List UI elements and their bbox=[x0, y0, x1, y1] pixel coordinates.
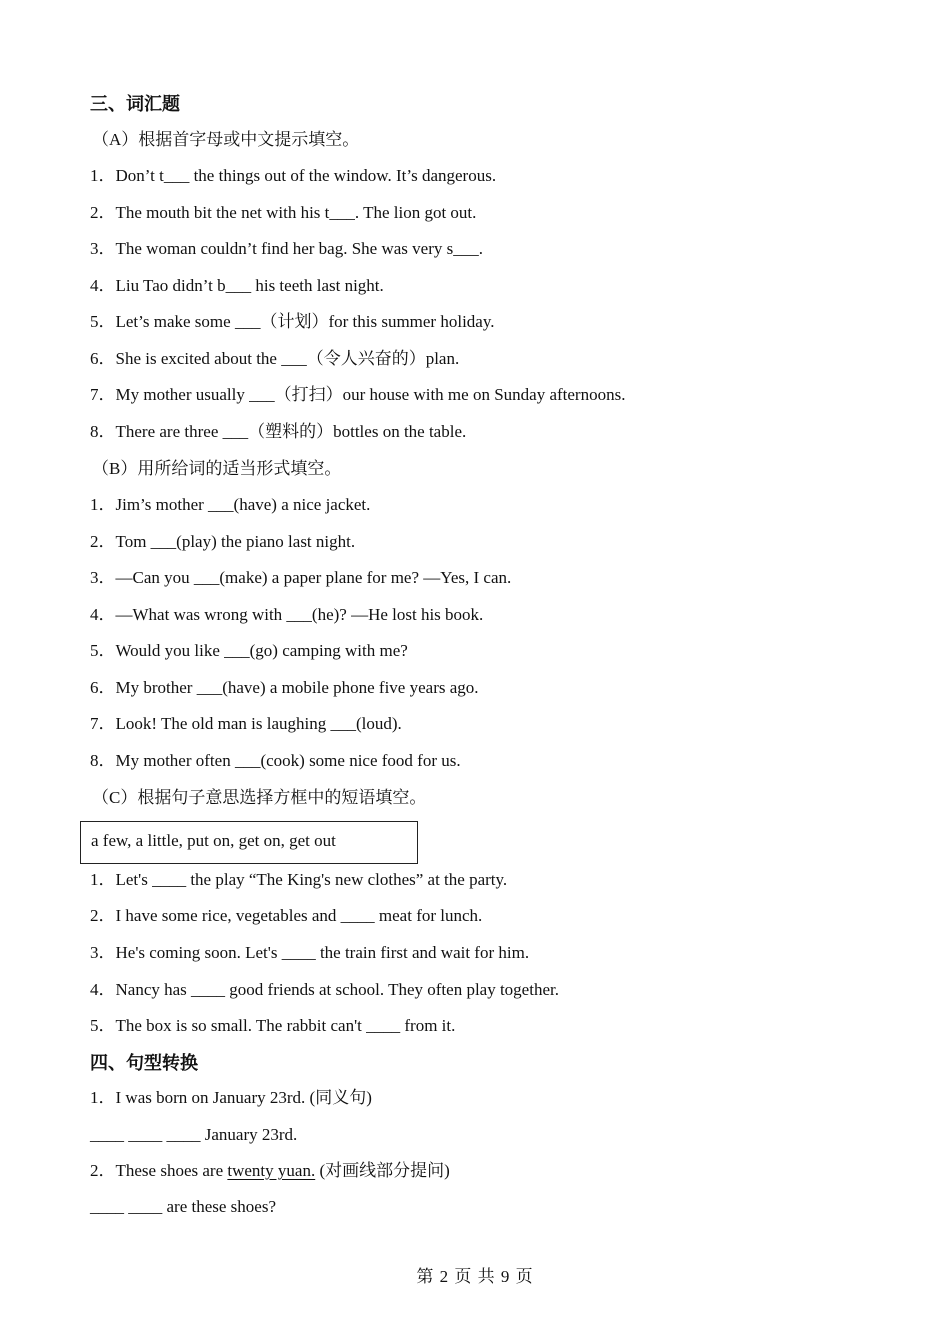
section-3-title: 三、词汇题 bbox=[90, 94, 180, 114]
question-item bbox=[90, 676, 479, 700]
question-item bbox=[90, 347, 459, 371]
question-item bbox=[90, 941, 529, 965]
question-number: 1． bbox=[90, 495, 116, 514]
question-number: 2． bbox=[90, 532, 116, 551]
question-item bbox=[90, 712, 402, 736]
question-text: The mouth bit the net with his t___. The lion got out. bbox=[115, 203, 477, 222]
question-number: 8． bbox=[90, 751, 116, 770]
question-item bbox=[90, 1014, 455, 1038]
question-item bbox=[90, 566, 511, 590]
word-box-text: a few, a little, put on, get on, get out bbox=[91, 831, 336, 850]
question-text: He's coming soon. Let's ____ the train first and wait for him. bbox=[115, 943, 530, 962]
question-text: Tom ___(play) the piano last night. bbox=[115, 532, 356, 551]
question-text: —What was wrong with ___(he)? —He lost his book. bbox=[115, 605, 484, 624]
answer-line: ____ ____ ____ January 23rd. bbox=[90, 1125, 298, 1144]
question-text: My brother ___(have) a mobile phone five years ago. bbox=[115, 678, 479, 697]
question-number: 6． bbox=[90, 678, 116, 697]
question-item bbox=[90, 639, 408, 663]
part-c-instruction: （C）根据句子意思选择方框中的短语填空。 bbox=[92, 788, 427, 807]
question-item bbox=[90, 164, 496, 188]
question-text: Liu Tao didn’t b___ his teeth last night. bbox=[115, 276, 384, 295]
question-number: 1． bbox=[90, 166, 116, 185]
question-text: Let’s make some ___（计划）for this summer holiday. bbox=[115, 312, 495, 331]
question-item bbox=[90, 1086, 372, 1110]
question-item bbox=[90, 904, 482, 928]
word-box bbox=[80, 821, 418, 864]
question-text: —Can you ___(make) a paper plane for me? —Yes, I can. bbox=[115, 568, 512, 587]
question-number: 4． bbox=[90, 980, 116, 999]
question-item bbox=[90, 237, 483, 261]
section-4-title: 四、句型转换 bbox=[90, 1053, 198, 1073]
question-text: I have some rice, vegetables and ____ meat for lunch. bbox=[115, 906, 483, 925]
question-number: 3． bbox=[90, 943, 116, 962]
question-number: 2． bbox=[90, 1161, 116, 1180]
question-text: These shoes are bbox=[115, 1161, 228, 1180]
question-text: My mother often ___(cook) some nice food for us. bbox=[115, 751, 461, 770]
question-number: 6． bbox=[90, 349, 116, 368]
answer-line: ____ ____ are these shoes? bbox=[90, 1197, 277, 1216]
question-hint: (对画线部分提问) bbox=[315, 1161, 450, 1180]
question-text: Don’t t___ the things out of the window. It’s dangerous. bbox=[115, 166, 497, 185]
question-item bbox=[90, 274, 384, 298]
question-item bbox=[90, 310, 494, 334]
question-text: Jim’s mother ___(have) a nice jacket. bbox=[115, 495, 371, 514]
question-text: The box is so small. The rabbit can't ____ from it. bbox=[115, 1016, 456, 1035]
question-number: 2． bbox=[90, 906, 116, 925]
question-number: 4． bbox=[90, 276, 116, 295]
question-text: Let's ____ the play “The King's new clothes” at the party. bbox=[115, 870, 508, 889]
question-text: She is excited about the ___（令人兴奋的）plan. bbox=[115, 349, 460, 368]
question-text: There are three ___（塑料的）bottles on the table. bbox=[115, 422, 467, 441]
underlined-phrase: twenty yuan. bbox=[227, 1161, 316, 1180]
part-b-instruction: （B）用所给词的适当形式填空。 bbox=[92, 459, 342, 478]
question-number: 1． bbox=[90, 1088, 116, 1107]
question-text: Look! The old man is laughing ___(loud). bbox=[115, 714, 402, 733]
question-number: 7． bbox=[90, 714, 116, 733]
question-item bbox=[90, 201, 476, 225]
question-item bbox=[90, 383, 625, 407]
question-text: Nancy has ____ good friends at school. They often play together. bbox=[115, 980, 559, 999]
question-number: 1． bbox=[90, 870, 116, 889]
question-item bbox=[90, 603, 483, 627]
question-number: 5． bbox=[90, 312, 116, 331]
question-item bbox=[90, 530, 355, 554]
question-number: 2． bbox=[90, 203, 116, 222]
question-number: 7． bbox=[90, 385, 116, 404]
question-number: 3． bbox=[90, 239, 116, 258]
question-number: 3． bbox=[90, 568, 116, 587]
question-number: 5． bbox=[90, 1016, 116, 1035]
question-text: The woman couldn’t find her bag. She was very s___. bbox=[115, 239, 483, 258]
page-number-footer: 第 2 页 共 9 页 bbox=[416, 1267, 534, 1286]
question-text: My mother usually ___（打扫）our house with me on Sunday afternoons. bbox=[115, 385, 626, 404]
question-item bbox=[90, 978, 559, 1002]
question-item bbox=[90, 1159, 450, 1183]
question-number: 8． bbox=[90, 422, 116, 441]
question-text: Would you like ___(go) camping with me? bbox=[115, 641, 408, 660]
question-number: 4． bbox=[90, 605, 116, 624]
question-item bbox=[90, 749, 461, 773]
question-number: 5． bbox=[90, 641, 116, 660]
question-item bbox=[90, 420, 466, 444]
question-item bbox=[90, 868, 507, 892]
question-text: I was born on January 23rd. (同义句) bbox=[115, 1088, 372, 1107]
part-a-instruction: （A）根据首字母或中文提示填空。 bbox=[92, 130, 360, 149]
question-item bbox=[90, 493, 370, 517]
